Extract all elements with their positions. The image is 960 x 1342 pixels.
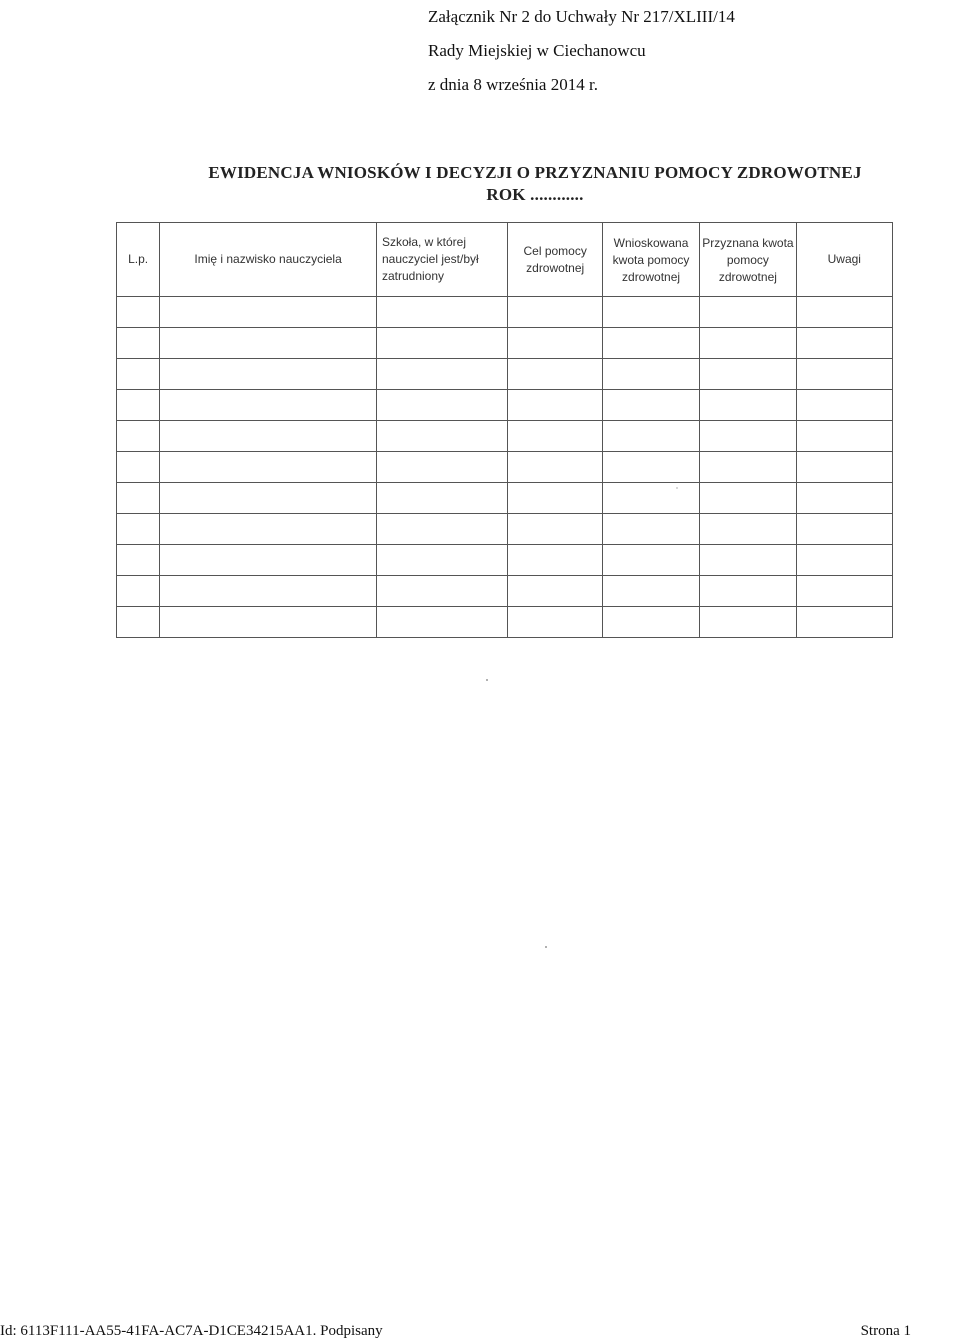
cell-granted-amount	[700, 421, 796, 452]
cell-school	[376, 483, 508, 514]
cell-granted-amount	[700, 607, 796, 638]
cell-notes	[796, 607, 892, 638]
cell-requested-amount	[602, 545, 699, 576]
attachment-line-1: Załącznik Nr 2 do Uchwały Nr 217/XLIII/14	[428, 7, 735, 26]
cell-purpose	[508, 483, 602, 514]
page-number: Strona 1	[860, 1323, 911, 1339]
title-line-2: ROK ............	[486, 185, 584, 204]
cell-lp	[117, 545, 160, 576]
cell-lp	[117, 328, 160, 359]
cell-teacher-name	[160, 576, 377, 607]
register-table	[116, 222, 893, 638]
cell-school	[376, 576, 508, 607]
header-granted-amount: Przyznana kwota pomocy zdrowotnej	[700, 223, 796, 297]
table-row	[117, 452, 893, 483]
cell-granted-amount	[700, 483, 796, 514]
cell-school	[376, 359, 508, 390]
cell-notes	[796, 483, 892, 514]
cell-notes	[796, 514, 892, 545]
cell-teacher-name	[160, 483, 377, 514]
cell-requested-amount	[602, 576, 699, 607]
cell-purpose	[508, 576, 602, 607]
cell-teacher-name	[160, 452, 377, 483]
cell-teacher-name	[160, 328, 377, 359]
cell-granted-amount	[700, 514, 796, 545]
scan-speck	[486, 679, 488, 681]
cell-school	[376, 328, 508, 359]
attachment-line-2: Rady Miejskiej w Ciechanowcu	[428, 41, 646, 60]
cell-notes	[796, 576, 892, 607]
cell-school	[376, 607, 508, 638]
cell-granted-amount	[700, 297, 796, 328]
document-title	[0, 162, 960, 206]
cell-lp	[117, 359, 160, 390]
cell-lp	[117, 421, 160, 452]
table-row	[117, 390, 893, 421]
cell-requested-amount	[602, 359, 699, 390]
cell-granted-amount	[700, 452, 796, 483]
header-teacher-name: Imię i nazwisko nauczyciela	[160, 223, 377, 297]
cell-teacher-name	[160, 297, 377, 328]
cell-notes	[796, 421, 892, 452]
attachment-header	[428, 0, 735, 102]
header-requested-amount: Wnioskowana kwota pomocy zdrowotnej	[602, 223, 699, 297]
cell-school	[376, 452, 508, 483]
cell-requested-amount	[602, 483, 699, 514]
cell-purpose	[508, 514, 602, 545]
cell-granted-amount	[700, 576, 796, 607]
cell-school	[376, 390, 508, 421]
cell-lp	[117, 452, 160, 483]
cell-lp	[117, 607, 160, 638]
table-row	[117, 359, 893, 390]
cell-purpose	[508, 390, 602, 421]
cell-school	[376, 421, 508, 452]
table-header-row	[117, 223, 893, 297]
cell-granted-amount	[700, 545, 796, 576]
cell-teacher-name	[160, 359, 377, 390]
cell-purpose	[508, 421, 602, 452]
cell-notes	[796, 390, 892, 421]
table-row	[117, 483, 893, 514]
cell-requested-amount	[602, 607, 699, 638]
cell-lp	[117, 576, 160, 607]
table-row	[117, 297, 893, 328]
cell-lp	[117, 483, 160, 514]
table-row	[117, 545, 893, 576]
cell-requested-amount	[602, 514, 699, 545]
table-row	[117, 607, 893, 638]
cell-notes	[796, 328, 892, 359]
cell-notes	[796, 452, 892, 483]
title-line-1: EWIDENCJA WNIOSKÓW I DECYZJI O PRZYZNANIU POMOCY ZDROWOTNEJ	[208, 163, 862, 182]
scan-speck	[676, 487, 678, 489]
cell-teacher-name	[160, 390, 377, 421]
cell-teacher-name	[160, 607, 377, 638]
cell-notes	[796, 359, 892, 390]
cell-granted-amount	[700, 390, 796, 421]
cell-requested-amount	[602, 452, 699, 483]
header-lp: L.p.	[117, 223, 160, 297]
cell-school	[376, 545, 508, 576]
cell-teacher-name	[160, 421, 377, 452]
scan-speck	[545, 946, 547, 948]
cell-lp	[117, 514, 160, 545]
document-id-footer: Id: 6113F111-AA55-41FA-AC7A-D1CE34215AA1. Podpisany	[0, 1323, 383, 1339]
cell-granted-amount	[700, 359, 796, 390]
cell-school	[376, 514, 508, 545]
cell-purpose	[508, 328, 602, 359]
table-body	[117, 297, 893, 638]
cell-purpose	[508, 452, 602, 483]
cell-requested-amount	[602, 390, 699, 421]
attachment-line-3: z dnia 8 września 2014 r.	[428, 75, 598, 94]
cell-purpose	[508, 545, 602, 576]
table-row	[117, 328, 893, 359]
cell-lp	[117, 390, 160, 421]
table-row	[117, 514, 893, 545]
cell-requested-amount	[602, 421, 699, 452]
table-row	[117, 421, 893, 452]
cell-purpose	[508, 297, 602, 328]
table-row	[117, 576, 893, 607]
header-purpose: Cel pomocy zdrowotnej	[508, 223, 602, 297]
cell-school	[376, 297, 508, 328]
cell-lp	[117, 297, 160, 328]
cell-notes	[796, 545, 892, 576]
cell-teacher-name	[160, 514, 377, 545]
cell-requested-amount	[602, 297, 699, 328]
header-notes: Uwagi	[796, 223, 892, 297]
cell-granted-amount	[700, 328, 796, 359]
cell-teacher-name	[160, 545, 377, 576]
cell-purpose	[508, 607, 602, 638]
cell-notes	[796, 297, 892, 328]
header-school: Szkoła, w której nauczyciel jest/był zatrudniony	[376, 223, 508, 297]
cell-purpose	[508, 359, 602, 390]
cell-requested-amount	[602, 328, 699, 359]
